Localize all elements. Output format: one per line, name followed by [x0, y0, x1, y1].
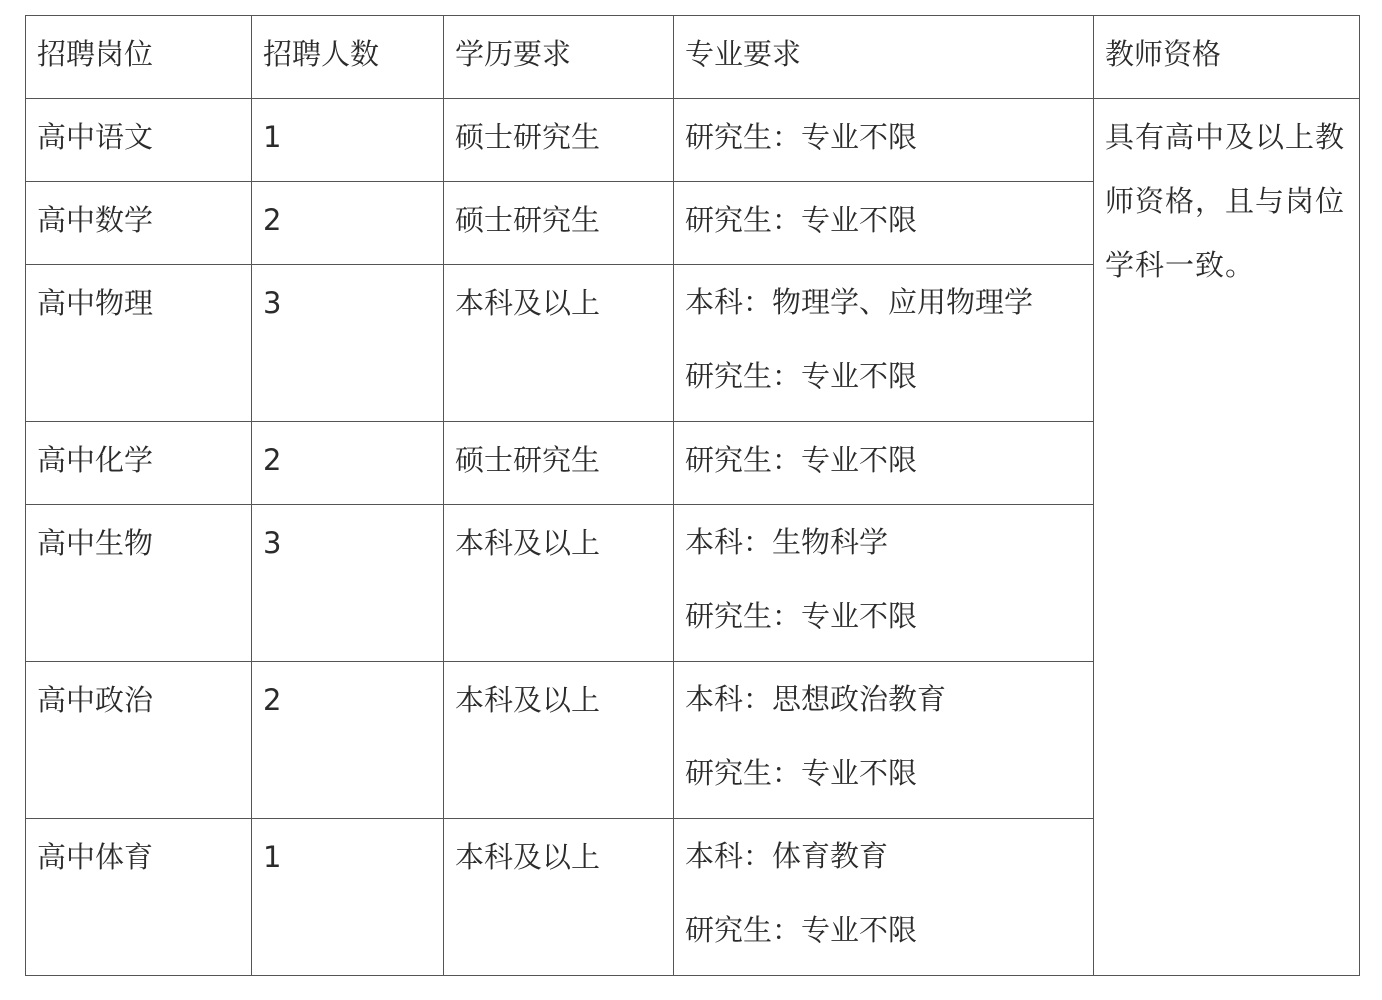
major-line: 本科：思想政治教育 [685, 682, 947, 716]
position-cell: 高中数学 [26, 182, 252, 265]
major-line: 本科：体育教育 [685, 839, 889, 873]
count-cell: 2 [252, 422, 444, 505]
position-cell: 高中生物 [26, 505, 252, 662]
count-cell: 2 [252, 662, 444, 819]
position-cell: 高中政治 [26, 662, 252, 819]
recruitment-table [25, 15, 1360, 976]
major-cell [674, 422, 1094, 505]
major-line: 本科：生物科学 [685, 525, 889, 559]
table-row [26, 99, 1360, 182]
major-line: 本科：物理学、应用物理学 [685, 285, 1034, 319]
major-cell [674, 819, 1094, 976]
header-row [26, 16, 1360, 99]
position-cell: 高中化学 [26, 422, 252, 505]
major-line: 研究生：专业不限 [685, 443, 918, 477]
major-line: 研究生：专业不限 [685, 913, 918, 947]
education-cell: 本科及以上 [444, 662, 674, 819]
major-line: 研究生：专业不限 [685, 359, 918, 393]
major-line: 研究生：专业不限 [685, 756, 918, 790]
count-cell: 2 [252, 182, 444, 265]
header-position: 招聘岗位 [26, 16, 252, 99]
education-cell: 硕士研究生 [444, 422, 674, 505]
major-cell [674, 505, 1094, 662]
count-cell: 3 [252, 265, 444, 422]
education-cell: 本科及以上 [444, 505, 674, 662]
count-cell: 1 [252, 99, 444, 182]
header-education: 学历要求 [444, 16, 674, 99]
header-count: 招聘人数 [252, 16, 444, 99]
education-cell: 本科及以上 [444, 265, 674, 422]
major-cell [674, 182, 1094, 265]
position-cell: 高中语文 [26, 99, 252, 182]
major-line: 研究生：专业不限 [685, 120, 918, 154]
header-qualification: 教师资格 [1094, 16, 1360, 99]
education-cell: 硕士研究生 [444, 99, 674, 182]
education-cell: 硕士研究生 [444, 182, 674, 265]
position-cell: 高中体育 [26, 819, 252, 976]
count-cell: 1 [252, 819, 444, 976]
major-cell [674, 265, 1094, 422]
count-cell: 3 [252, 505, 444, 662]
major-line: 研究生：专业不限 [685, 203, 918, 237]
education-cell: 本科及以上 [444, 819, 674, 976]
qualification-cell: 具有高中及以上教师资格，且与岗位学科一致。 [1094, 99, 1360, 976]
position-cell: 高中物理 [26, 265, 252, 422]
header-major: 专业要求 [674, 16, 1094, 99]
major-line: 研究生：专业不限 [685, 599, 918, 633]
major-cell [674, 99, 1094, 182]
major-cell [674, 662, 1094, 819]
